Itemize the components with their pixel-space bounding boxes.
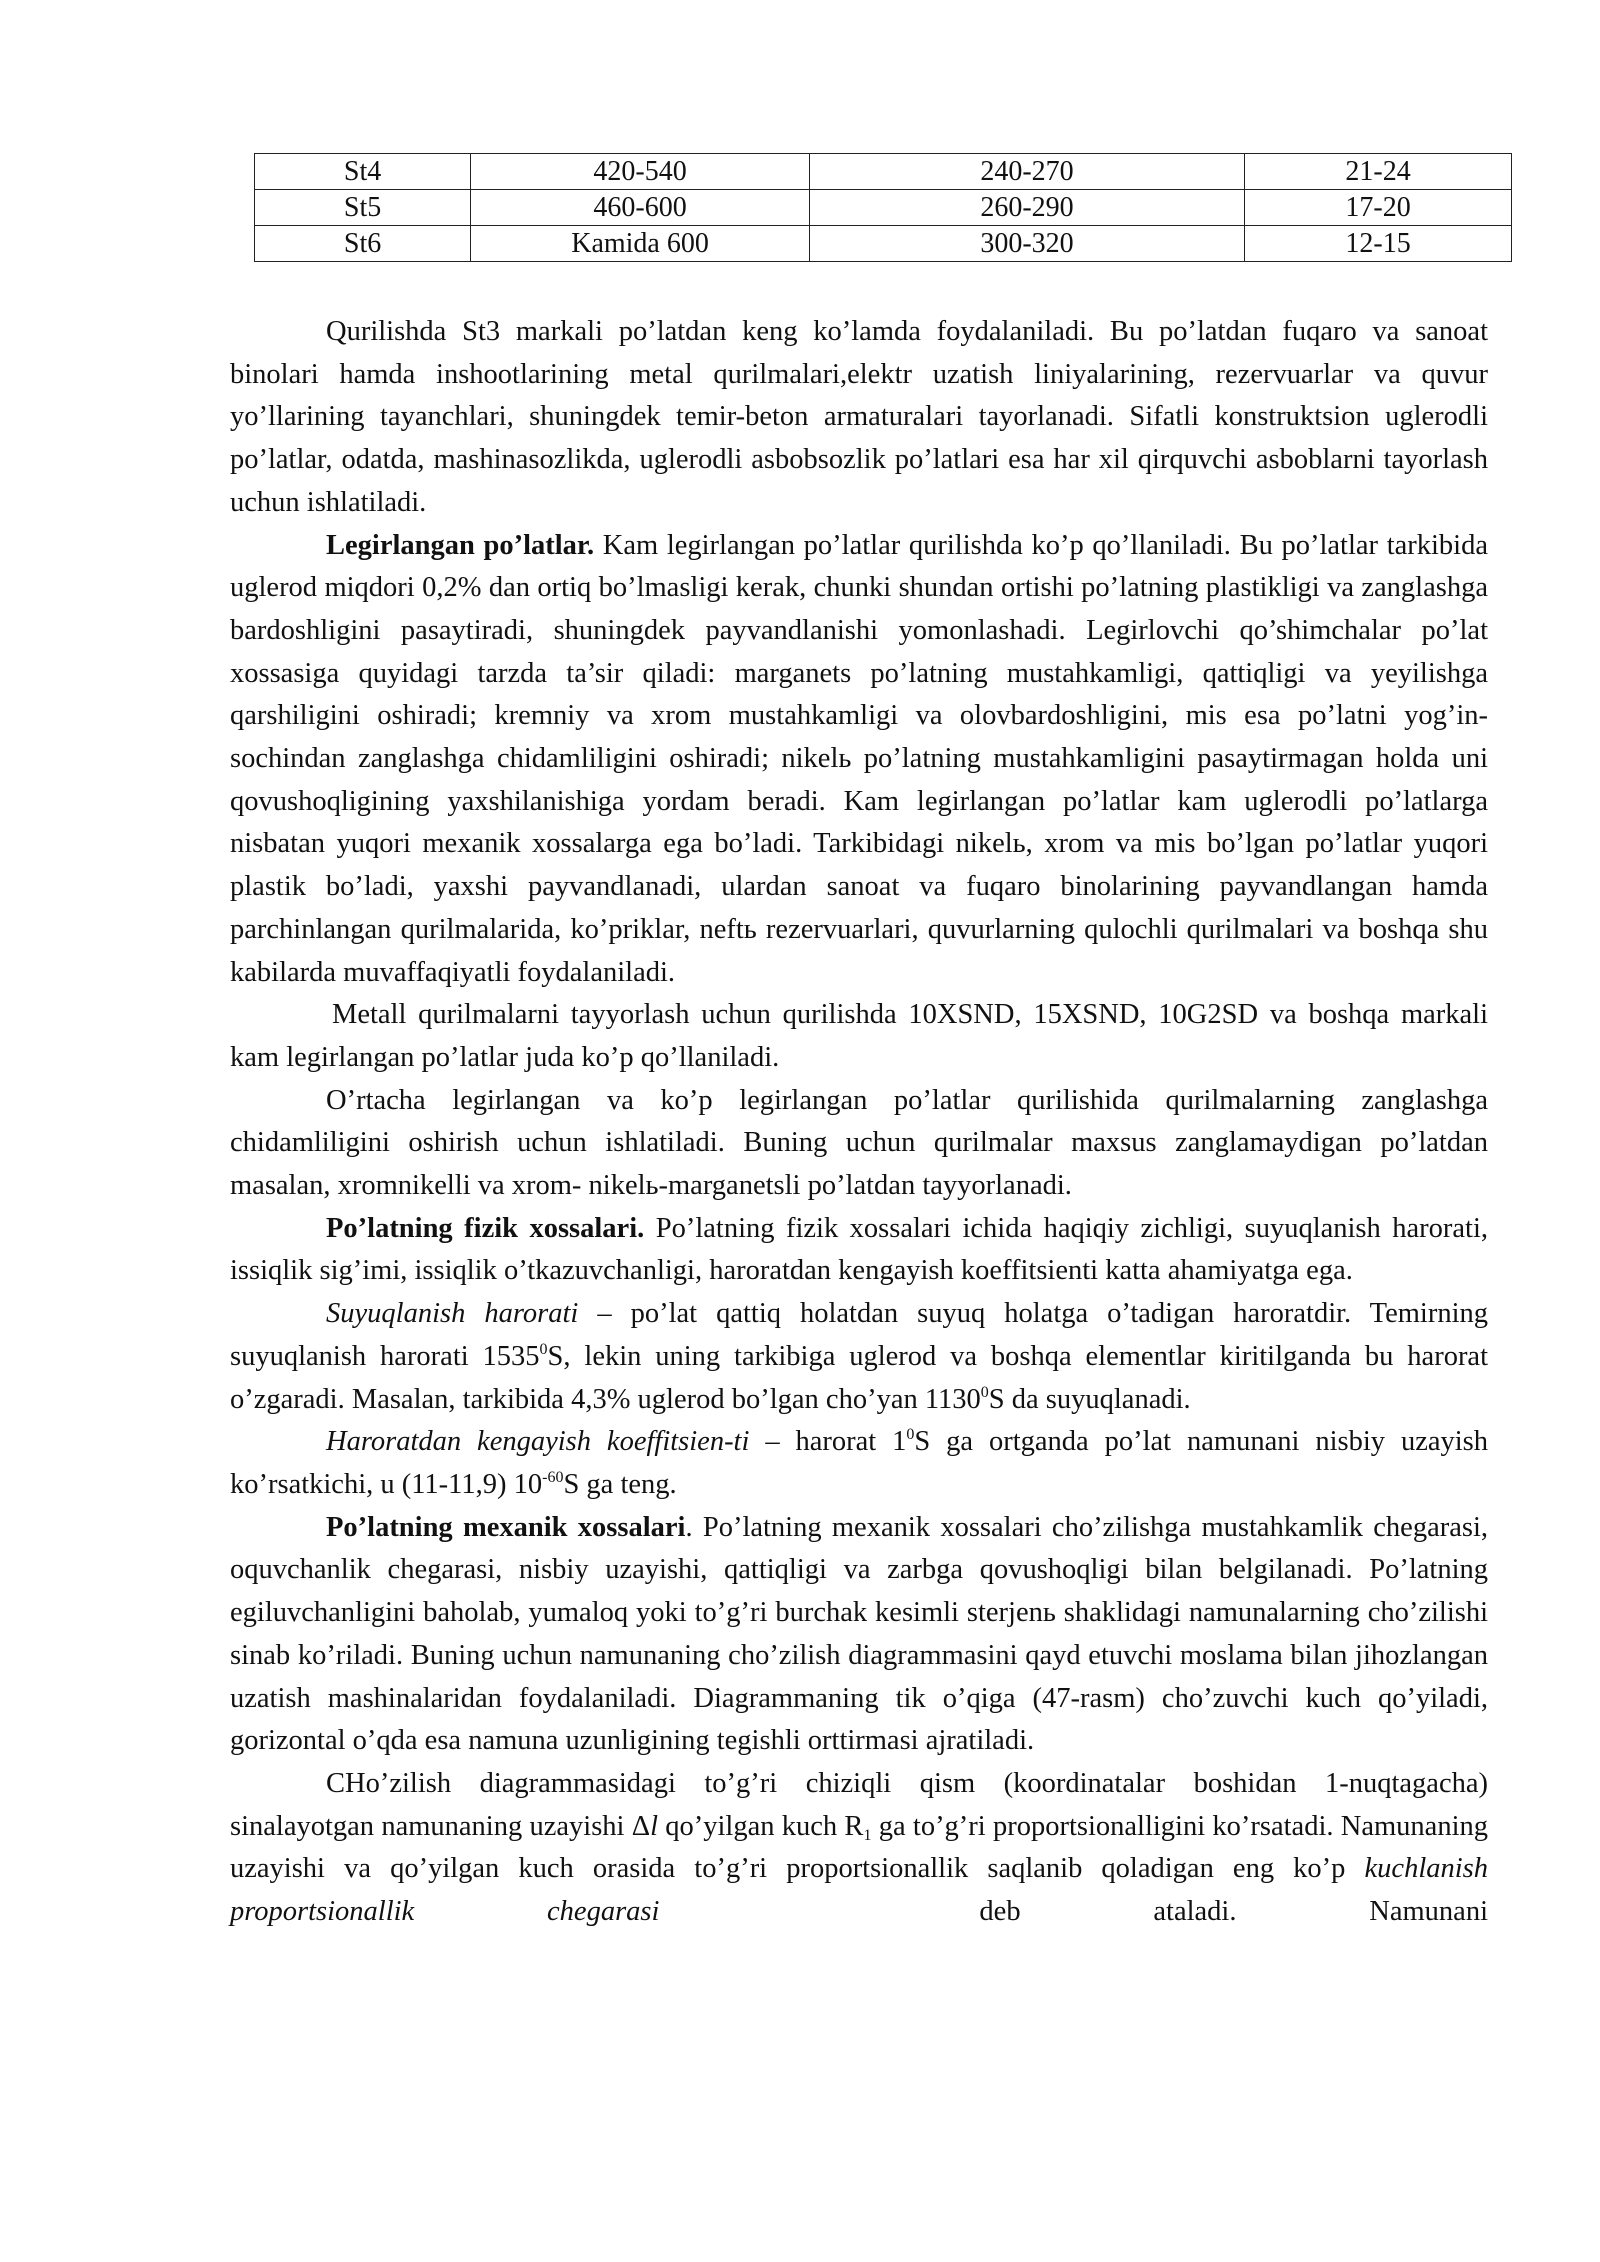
paragraph-text: S ga teng. — [563, 1468, 677, 1500]
term-melting-point: Suyuqlanish harorati — [326, 1298, 579, 1330]
paragraph-text: Po’latning fizik xossalari ichida haqiqiy zichligi, suyuqlanish harorati, issiqlik sig’imi, issiqlik o’tkazuvchanligi, haroratdan kengayish koeffitsienti katta ahamiyatga ega. — [230, 1212, 1488, 1287]
table-cell: 12-15 — [1245, 226, 1512, 262]
table-row — [255, 154, 1512, 190]
paragraph-st3-usage: Qurilishda St3 markali po’latdan keng ko’lamda foydalaniladi. Bu po’latdan fuqaro va sanoat binolari hamda inshootlarining metal qurilmalari,elektr uzatish liniyalarining, rezervuarlar va quvur yo’llarining tayanchlari, shuningdek temir-beton armaturalari tayorlanadi. Sifatli konstruktsion uglerodli po’latlar, odatda, mashinasozlikda, uglerodli asbobsozlik po’latlari esa har xil qirquvchi asboblarni tayorlash uchun ishlatiladi. — [230, 316, 1488, 518]
table-cell: 240-270 — [809, 154, 1244, 190]
superscript: 0 — [539, 1340, 548, 1358]
paragraph-alloyed-steels — [230, 525, 1488, 995]
paragraph-text: ga to’g’ri proportsionalligini ko’rsatadi. Namunaning uzayishi va qo’yilgan kuch orasida to’g’ri proportsionallik saqlanib qoladigan eng ko’p — [230, 1810, 1488, 1885]
term-expansion-coefficient: Haroratdan kengayish koeffitsien-ti — [326, 1426, 750, 1458]
delta-symbol: Δ — [631, 1810, 651, 1842]
superscript: -60 — [542, 1468, 564, 1486]
table-cell: 17-20 — [1245, 190, 1512, 226]
variable-l: l — [650, 1810, 658, 1842]
paragraph-melting-point — [230, 1293, 1488, 1421]
steel-properties-table — [254, 153, 1512, 262]
paragraph-text: – harorat 1 — [749, 1426, 907, 1458]
paragraph-text: S ga ortganda po’lat namunani nisbiy uzayish ko’rsatkichi, u (11-11,9) 10 — [230, 1426, 1489, 1500]
section-heading-alloyed-steels: Legirlangan po’latlar. — [326, 529, 595, 561]
section-heading-mechanical-properties: Po’latning mexanik xossalari — [326, 1511, 686, 1543]
paragraph-expansion-coefficient — [230, 1421, 1488, 1506]
paragraph-mechanical-properties — [230, 1507, 1488, 1763]
paragraph-text: – po’lat qattiq holatdan suyuq holatga o’tadigan haroratdir. Temirning suyuqlanish harorati 1535 — [230, 1298, 1488, 1372]
table-cell: 21-24 — [1245, 154, 1512, 190]
table-row — [255, 190, 1512, 226]
paragraph-text: deb ataladi. Namunani — [979, 1896, 1488, 1928]
paragraph-text: qo’yilgan kuch R — [657, 1810, 864, 1842]
paragraph-text: CHo’zilish diagrammasidagi to’g’ri chiziqli qism (koordinatalar boshidan 1-nuqtagacha) sinalayotgan namunaning uzayishi — [230, 1767, 1488, 1842]
section-heading-physical-properties: Po’latning fizik xossalari. — [326, 1212, 645, 1244]
table-cell: 460-600 — [471, 190, 810, 226]
table-cell: St5 — [255, 190, 471, 226]
table-cell: 420-540 — [471, 154, 810, 190]
paragraph-text: S, lekin uning tarkibiga uglerod va boshqa elementlar kiritilganda bu harorat o’zgaradi. Masalan, tarkibida 4,3% uglerod bo’lgan cho’yan 1130 — [230, 1340, 1488, 1415]
table-cell: 300-320 — [809, 226, 1244, 262]
paragraph-text: Kam legirlangan po’latlar qurilishda ko’p qo’llaniladi. Bu po’latlar tarkibida uglerod miqdori 0,2% dan ortiq bo’lmasligi kerak, chunki shundan ortishi po’latning plastikligi va zanglashga bardoshligini pasaytiradi, shuningdek payvandlanishi yomonlashadi. Legirlovchi qo’shimchalar po’lat xossasiga quyidagi tarzda ta’sir qiladi: marganets po’latning mustahkamligi, qattiqligi va yeyilishga qarshiligini oshiradi; kremniy va xrom mustahkamligi va olovbardoshligini, mis esa po’latni yog’in-sochindan zanglashga chidamliligini oshiradi; nikelь po’latning mustahkamligini pasaytirmagan holda uni qovushoqligining yaxshilanishiga yordam beradi. Kam legirlangan po’latlar kam uglerodli po’latlarga nisbatan yuqori mexanik xossalarga ega bo’ladi. Tarkibidagi nikelь, xrom va mis bo’lgan po’latlar yuqori plastik bo’ladi, yaxshi payvandlanadi, ulardan sanoat va fuqaro binolarining payvandlangan hamda parchinlangan qurilmalarida, ko’priklar, neftь rezervuarlari, quvurlarning qulochli qurilmalari va boshqa shu kabilarda muvaffaqiyatli foydalaniladi. — [230, 529, 1488, 988]
table-row — [255, 226, 1512, 262]
paragraph-text: . Po’latning mexanik xossalari cho’zilishga mustahkamlik chegarasi, oquvchanlik chegarasi, nisbiy uzayishi, qattiqligi va zarbga qovushoqligi bilan belgilanadi. Po’latning egiluvchanligini baholab, yumaloq yoki to’g’ri burchak kesimli sterjenь shaklidagi namunalarning cho’zilishi sinab ko’riladi. Buning uchun namunaning cho’zilish diagrammasini qayd etuvchi moslama bilan jihozlangan uzatish mashinalaridan foydalaniladi. Diagrammaning tik o’qiga (47-rasm) cho’zuvchi kuch qo’yiladi, gorizontal o’qda esa namuna uzunligining tegishli orttirmasi ajratiladi. — [230, 1511, 1488, 1757]
paragraph-tension-diagram — [230, 1763, 1488, 1934]
table-cell: 260-290 — [809, 190, 1244, 226]
paragraph-text: S da suyuqlanadi. — [988, 1383, 1191, 1415]
table-cell: Kamida 600 — [471, 226, 810, 262]
subscript: 1 — [863, 1826, 872, 1844]
paragraph-medium-alloyed: O’rtacha legirlangan va ko’p legirlangan po’latlar qurilishida qurilmalarning zanglashga chidamliligini oshirish uchun ishlatiladi. Buning uchun qurilmalar maxsus zanglamaydigan po’latdan masalan, xromnikelli va xrom- nikelь-marganetsli po’latdan tayyorlanadi. — [230, 1084, 1488, 1202]
term-proportionality-limit: kuchlanish proportsionallik chegarasi — [230, 1853, 1488, 1928]
body-text — [230, 311, 1488, 1934]
paragraph-metal-structures: Metall qurilmalarni tayyorlash uchun qurilishda 10XSND, 15XSND, 10G2SD va boshqa markali kam legirlangan po’latlar juda ko’p qo’llaniladi. — [230, 999, 1488, 1073]
superscript: 0 — [980, 1383, 989, 1401]
paragraph-physical-properties — [230, 1208, 1488, 1293]
table-cell: St6 — [255, 226, 471, 262]
superscript: 0 — [906, 1426, 915, 1444]
table-cell: St4 — [255, 154, 471, 190]
